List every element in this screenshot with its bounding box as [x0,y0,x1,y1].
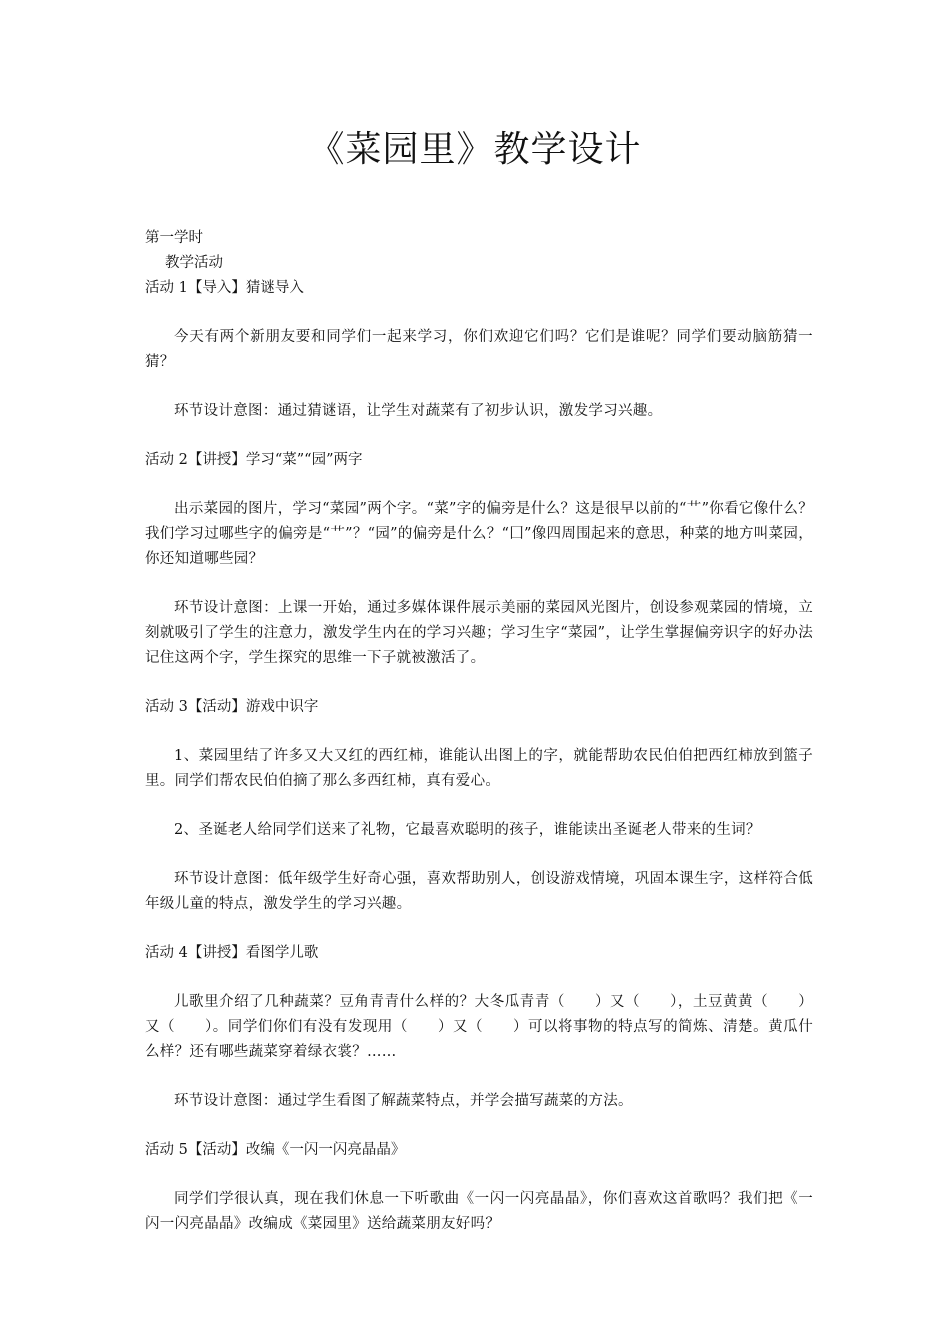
activity-paragraph: 出示菜园的图片，学习“菜园”两个字。“菜”字的偏旁是什么？这是很早以前的“艹”你看它像什么？我们学习过哪些字的偏旁是“艹”？“园”的偏旁是什么？“囗”像四周围起来的意思，种菜的地方叫菜园，你还知道哪些园？ [145,501,813,567]
activity-heading: 活动 5【活动】改编《一闪一闪亮晶晶》 [145,1142,406,1158]
activity-heading: 活动 1【导入】猜谜导入 [145,280,304,296]
activity-paragraph: 同学们学很认真，现在我们休息一下听歌曲《一闪一闪亮晶晶》，你们喜欢这首歌吗？我们把《一闪一闪亮晶晶》改编成《菜园里》送给蔬菜朋友好吗？ [145,1191,813,1232]
activity-paragraph: 儿歌里介绍了几种蔬菜？豆角青青什么样的？大冬瓜青青（ ）又（ ），土豆黄黄（ ）又（ ）。同学们你们有没有发现用（ ）又（ ）可以将事物的特点写的简炼、清楚。黄瓜什么样？还有哪些蔬菜穿着绿衣裳？…… [145,994,813,1060]
design-intent-paragraph: 环节设计意图：上课一开始，通过多媒体课件展示美丽的菜园风光图片，创设参观菜园的情境，立刻就吸引了学生的注意力，激发学生内在的学习兴趣；学习生字“菜园”，让学生掌握偏旁识字的好办法记住这两个字，学生探究的思维一下子就被激活了。 [145,600,813,666]
activity-paragraph: 2、圣诞老人给同学们送来了礼物，它最喜欢聪明的孩子，谁能读出圣诞老人带来的生词？ [174,822,761,838]
activity-heading: 活动 4【讲授】看图学儿歌 [145,945,319,961]
section-label: 第一学时 [145,230,203,246]
design-intent-paragraph: 环节设计意图：通过猜谜语，让学生对蔬菜有了初步认识，激发学习兴趣。 [174,403,663,419]
activity-heading: 活动 2【讲授】学习“菜”“园”两字 [145,452,363,468]
subsection-label: 教学活动 [165,255,223,271]
document-body [145,226,813,1237]
activity-paragraph: 今天有两个新朋友要和同学们一起来学习，你们欢迎它们吗？它们是谁呢？同学们要动脑筋猜一猜？ [145,329,813,370]
design-intent-paragraph: 环节设计意图：低年级学生好奇心强，喜欢帮助别人，创设游戏情境，巩固本课生字，这样符合低年级儿童的特点，激发学生的学习兴趣。 [145,871,813,912]
activity-heading: 活动 3【活动】游戏中识字 [145,699,319,715]
activity-paragraph: 1、菜园里结了许多又大又红的西红柿，谁能认出图上的字，就能帮助农民伯伯把西红柿放到篮子里。同学们帮农民伯伯摘了那么多西红柿，真有爱心。 [145,748,813,789]
document-title: 《菜园里》教学设计 [308,129,642,170]
design-intent-paragraph: 环节设计意图：通过学生看图了解蔬菜特点，并学会描写蔬菜的方法。 [174,1093,633,1109]
